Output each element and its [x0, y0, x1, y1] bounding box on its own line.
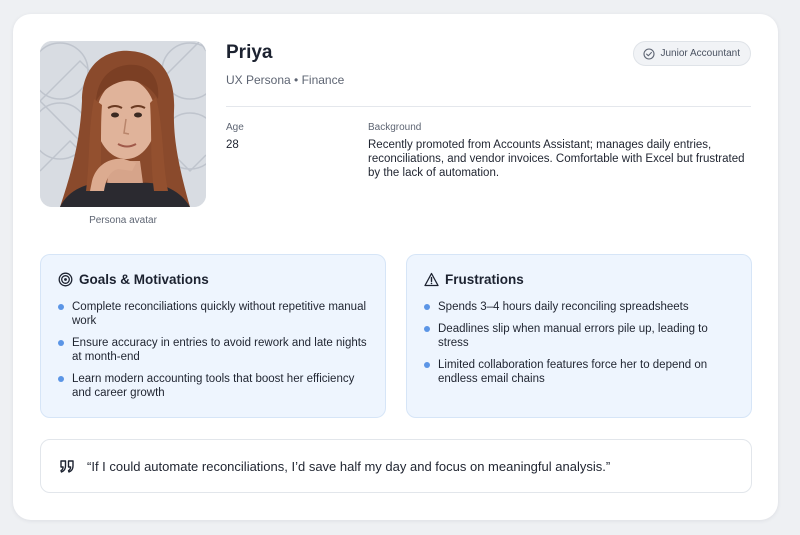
frustration-text: Deadlines slip when manual errors pile up, leading to stress	[438, 323, 708, 349]
header-divider	[226, 106, 751, 107]
bullet-dot	[58, 304, 64, 310]
persona-photo	[40, 41, 206, 207]
persona-subtitle: UX Persona • Finance	[226, 73, 345, 87]
persona-card	[13, 14, 778, 520]
role-badge	[633, 41, 752, 66]
frustrations-list	[424, 300, 736, 394]
target-icon	[58, 272, 73, 287]
role-badge-label: Junior Accountant	[660, 48, 740, 59]
bullet-dot	[424, 304, 430, 310]
age-label: Age	[226, 122, 244, 133]
goal-text: Complete reconciliations quickly without repetitive manual work	[72, 301, 367, 327]
persona-avatar	[40, 41, 206, 207]
background-label: Background	[368, 122, 422, 133]
bullet-dot	[58, 340, 64, 346]
list-item	[58, 300, 370, 328]
goal-text: Ensure accuracy in entries to avoid rework and late nights at month-end	[72, 337, 367, 363]
list-item	[58, 372, 370, 400]
background-value: Recently promoted from Accounts Assistant; manages daily entries, reconciliations, and vendor invoices. Comfortable with Excel but frustrated by the lack of automation.	[368, 139, 745, 179]
quote-icon	[58, 457, 76, 475]
persona-name: Priya	[226, 42, 273, 63]
quote-text: “If I could automate reconciliations, I’d save half my day and focus on meaningful analysis.”	[87, 458, 611, 474]
bullet-dot	[424, 362, 430, 368]
goals-title: Goals & Motivations	[79, 272, 209, 287]
frustrations-header	[424, 272, 524, 287]
frustrations-title: Frustrations	[445, 272, 524, 287]
age-value: 28	[226, 139, 239, 151]
bullet-dot	[58, 376, 64, 382]
list-item	[424, 358, 736, 386]
bullet-dot	[424, 326, 430, 332]
frustration-text: Limited collaboration features force her to depend on endless email chains	[438, 359, 708, 385]
list-item	[58, 336, 370, 364]
warning-icon	[424, 272, 439, 287]
frustrations-panel	[406, 254, 752, 418]
frustration-text: Spends 3–4 hours daily reconciling spreadsheets	[438, 301, 689, 313]
goals-list	[58, 300, 370, 408]
goals-panel	[40, 254, 386, 418]
goals-header	[58, 272, 209, 287]
persona-quote	[40, 439, 752, 493]
list-item	[424, 322, 736, 350]
goal-text: Learn modern accounting tools that boost her efficiency and career growth	[72, 373, 355, 399]
check-circle-icon	[643, 48, 655, 60]
list-item	[424, 300, 736, 314]
avatar-caption: Persona avatar	[89, 215, 157, 226]
